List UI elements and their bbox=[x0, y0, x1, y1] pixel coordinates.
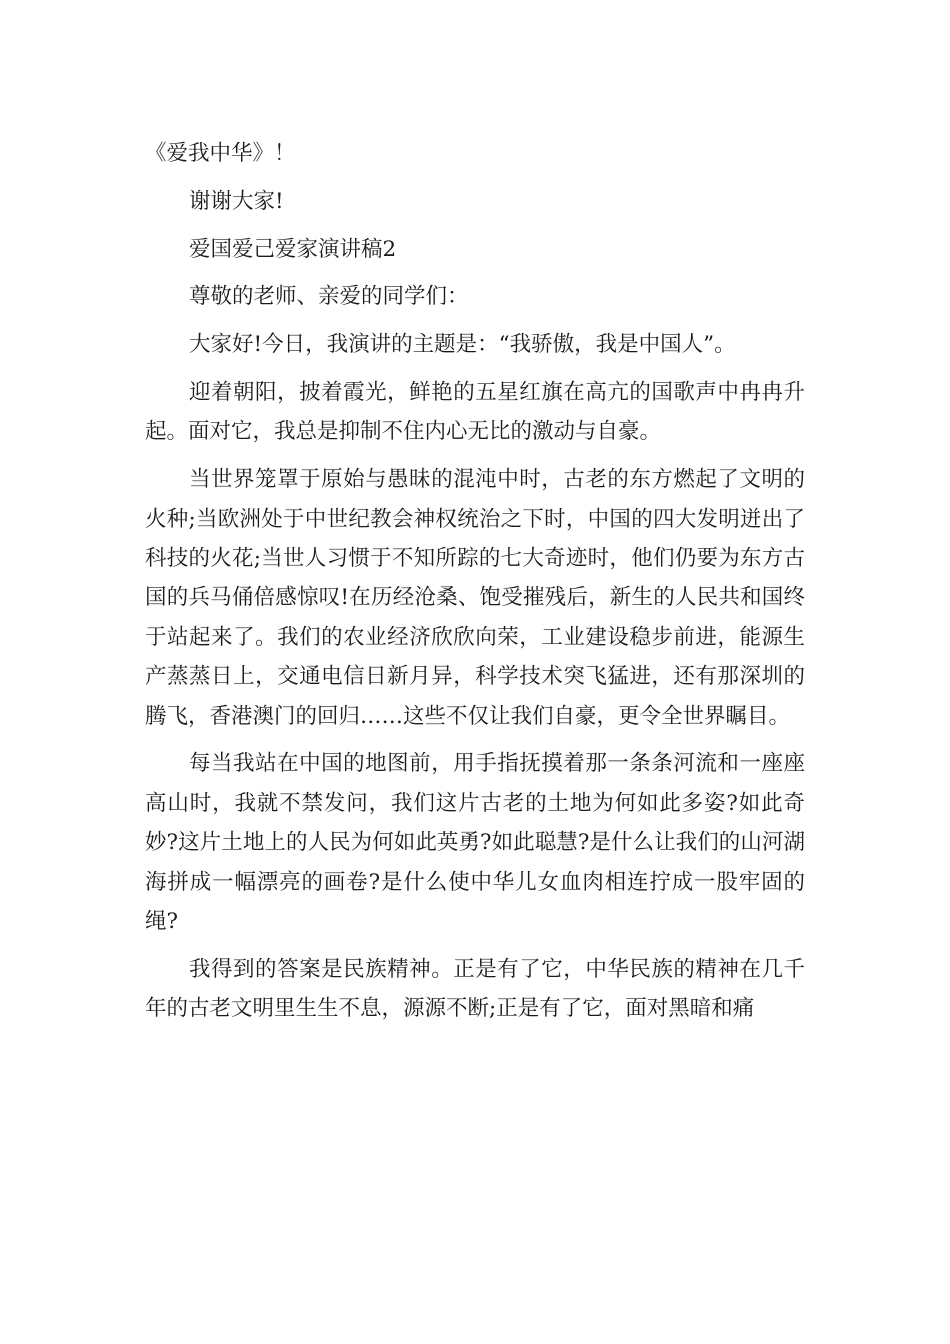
paragraph-title-line: 《爱我中华》！ bbox=[145, 141, 296, 166]
paragraph-answer: 我得到的答案是民族精神。正是有了它，中华民族的精神在几千年的古老文明里生生不息，源源不断;正是有了它，面对黑暗和痛 bbox=[145, 956, 805, 1022]
paragraph-salutation: 尊敬的老师、亲爱的同学们： bbox=[189, 284, 469, 310]
paragraph-thanks: 谢谢大家! bbox=[189, 188, 284, 214]
paragraph-map: 每当我站在中国的地图前，用手指抚摸着那一条条河流和一座座高山时，我就不禁发问，我们这片古老的土地为何如此多姿?如此奇妙?这片土地上的人民为何如此英勇?如此聪慧?是什么让我们的山河湖海拼成一幅漂亮的画卷?是什么使中华儿女血肉相连拧成一股牢固的绳? bbox=[145, 751, 805, 935]
document-body bbox=[145, 134, 805, 1037]
paragraph-greeting: 大家好!今日，我演讲的主题是：“我骄傲，我是中国人”。 bbox=[189, 332, 736, 358]
paragraph-flag: 迎着朝阳，披着霞光，鲜艳的五星红旗在高亢的国歌声中冉冉升起。面对它，我总是抑制不住内心无比的激动与自豪。 bbox=[145, 379, 805, 445]
paragraph-speech-heading: 爱国爱己爱家演讲稿2 bbox=[189, 236, 397, 262]
paragraph-history: 当世界笼罩于原始与愚昧的混沌中时，古老的东方燃起了文明的火种;当欧洲处于中世纪教会神权统治之下时，中国的四大发明迸出了科技的火花;当世人习惯于不知所踪的七大奇迹时，他们仍要为东方古国的兵马俑倍感惊叹!在历经沧桑、饱受摧残后，新生的人民共和国终于站起来了。我们的农业经济欣欣向荣，工业建设稳步前进，能源生产蒸蒸日上，交通电信日新月异，科学技术突飞猛进，还有那深圳的腾飞，香港澳门的回归……这些不仅让我们自豪，更令全世界瞩目。 bbox=[145, 467, 805, 729]
